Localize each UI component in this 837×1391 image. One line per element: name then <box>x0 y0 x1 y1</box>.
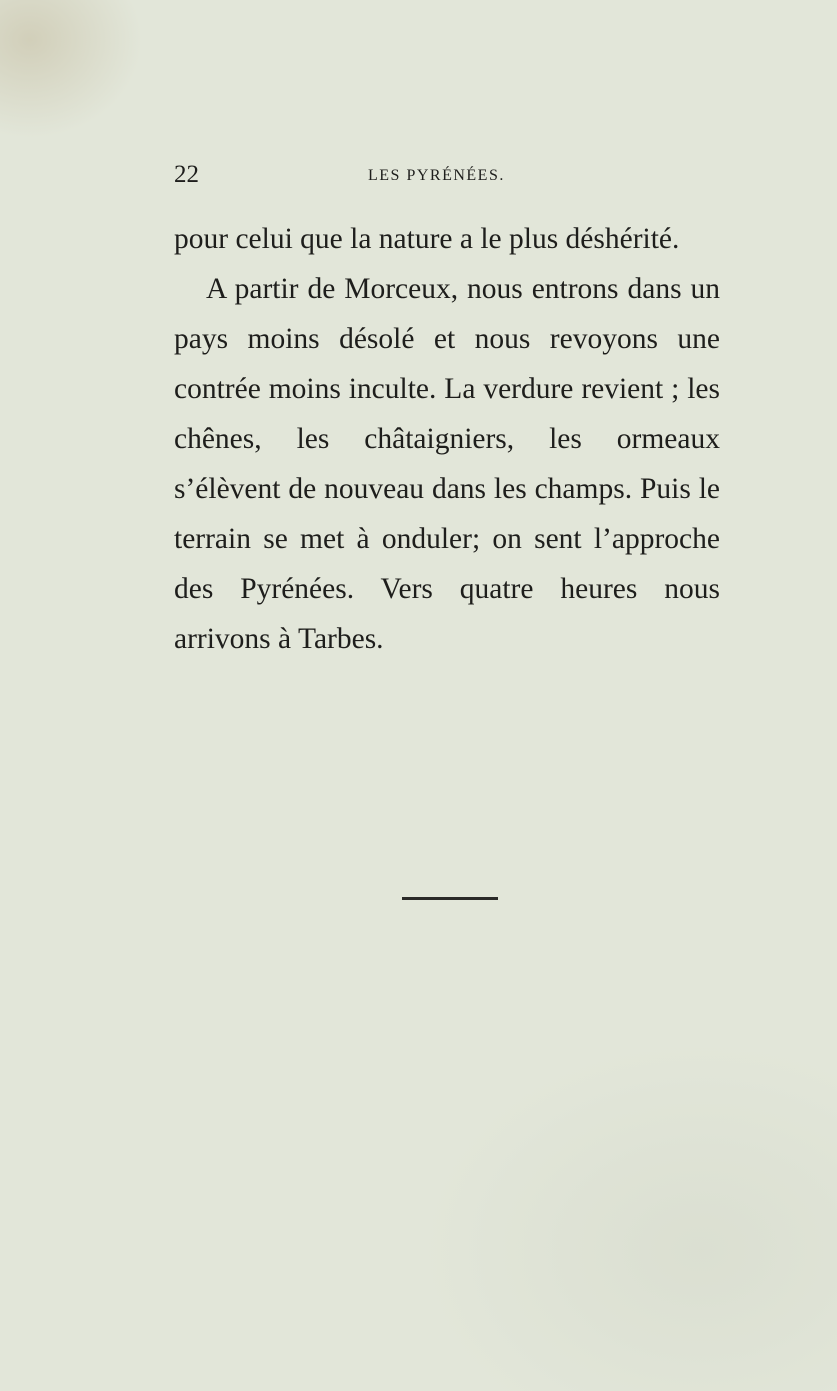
paragraph-continued: pour celui que la nature a le plus déshérité. <box>174 223 680 255</box>
body-text <box>174 214 720 664</box>
page-number: 22 <box>174 161 199 188</box>
running-head <box>174 160 720 190</box>
section-end-rule <box>402 897 498 900</box>
running-title: LES PYRÉNÉES. <box>368 167 505 184</box>
paragraph: A partir de Morceux, nous entrons dans un pays moins désolé et nous revoyons une contrée moins inculte. La verdure revient ; les chênes, les châtaigniers, les ormeaux s’élèvent de nouveau dans les champs. Puis le terrain se met à onduler; on sent l’approche des Pyrénées. Vers quatre heures nous arrivons à Tarbes. <box>174 273 720 655</box>
